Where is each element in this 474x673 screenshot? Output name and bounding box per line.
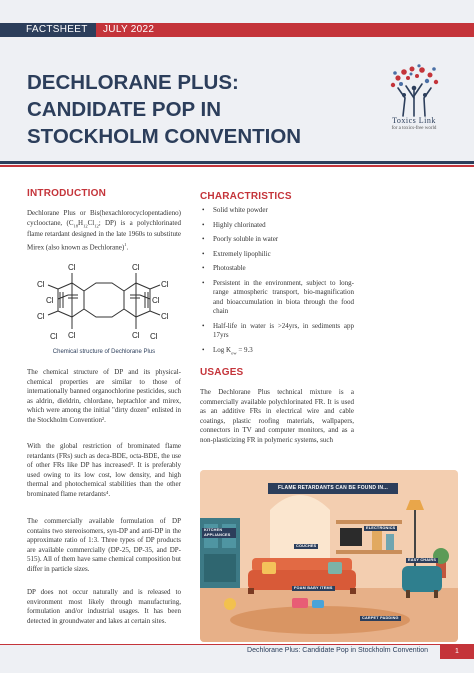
list-item: • Log $K_{ow} = 9.3$ xyxy=(200,346,354,358)
list-item: • Poorly soluble in water xyxy=(200,235,354,245)
cl-label: Cl xyxy=(37,280,45,289)
cl-label: Cl xyxy=(68,263,76,272)
chemical-structure-diagram xyxy=(28,259,180,349)
footer-title: Dechlorane Plus: Candidate Pop in Stockholm Convention xyxy=(247,647,428,654)
intro-paragraph-5: DP does not occur naturally and is released to environment most likely through manufacturing, formulation and/or industrial usages. It has been detected in groundwater and lakes at certain sites. xyxy=(27,588,181,625)
header-rule-red xyxy=(0,165,474,167)
title-line-1: DECHLORANE PLUS: xyxy=(27,71,239,94)
tag-bar xyxy=(0,23,474,37)
room-scene-icon xyxy=(200,470,458,642)
page-number: 1 xyxy=(440,644,474,659)
factsheet-tag: FACTSHEET xyxy=(0,23,96,37)
title-line-3: STOCKHOLM CONVENTION xyxy=(27,125,302,148)
illustration-banner: FLAME RETARDANTS CAN BE FOUND IN... xyxy=(268,483,398,494)
cl-label: Cl xyxy=(161,312,169,321)
cl-label: Cl xyxy=(37,312,45,321)
cl-label: Cl xyxy=(46,296,54,305)
logo-tagline: for a toxics-free world xyxy=(391,126,437,131)
list-item: • Half-life in water is >24yrs, in sediments app 17yrs xyxy=(200,322,354,341)
list-item: • Persistent in the environment, subject to long-range atmospheric transport, bio-magnification and bioaccumulation in biota through the food chain xyxy=(200,279,354,317)
footer-rule xyxy=(0,644,474,645)
title-line-2: CANDIDATE POP IN xyxy=(27,98,222,121)
intro-paragraph-2: The chemical structure of DP and its physical-chemical properties are similar to those of internationally banned organochlorine pesticides, such as aldrin, dieldrin, chlordane, heptachlor and mirex, which were among the initial "dirty dozen" enlisted in the Stockholm Convention². xyxy=(27,368,181,424)
label-electronics: ELECTRONICS xyxy=(366,526,396,530)
living-room-illustration xyxy=(200,470,458,642)
header-rule-navy xyxy=(0,161,474,164)
usages-paragraph: The Dechlorane Plus technical mixture is a commercially available polychlorinated FR. It is used as an additive FRs in electrical wire and cable coatings, plastic roofing materials, wallpapers, connectors in TV and computer monitors, and as a non-plasticizing FR in polymeric systems, such xyxy=(200,388,354,444)
issue-date: JULY 2022 xyxy=(103,24,155,35)
usages-heading: USAGES xyxy=(200,367,244,378)
characteristics-list xyxy=(200,206,354,362)
intro-paragraph-3: With the global restriction of brominated flame retardants (FRs) such as deca-BDE, octa-BDE, the use of other FRs like DP has increased³. It is preferably used owing to its low cost, low density, and high thermal and photochemical stabilities than the other brominated flame retardants⁴. xyxy=(27,442,181,498)
characteristics-heading: CHARACTRISTICS xyxy=(200,191,292,202)
list-item: • Extremely lipophilic xyxy=(200,250,354,260)
structure-caption: Chemical structure of Dechlorane Plus xyxy=(52,349,156,355)
label-foam-toys: FOAM BABY ITEMS xyxy=(294,586,333,590)
list-item: • Highly chlorinated xyxy=(200,221,354,231)
cl-label: Cl xyxy=(152,296,160,305)
cl-label: Cl xyxy=(161,280,169,289)
label-kitchen: KITCHEN APPLIANCES xyxy=(202,528,236,538)
label-easy-chairs: EASY CHAIRS xyxy=(408,558,437,562)
intro-paragraph-1: Dechlorane Plus or Bis(hexachlorocyclopentadieno) cyclooctane, ($C_{18}H_{12}Cl_{12}$; DP) is a polychlorinated flame retardant designed in the late 1960s to substitute Mirex (also known as Dechlorane)$^1$. xyxy=(27,209,181,252)
label-couches: COUCHES xyxy=(296,544,317,548)
logo-name: Toxics Link xyxy=(392,116,436,125)
label-carpet: CARPET PADDING xyxy=(362,616,399,620)
toxics-link-logo-icon xyxy=(384,64,444,118)
cl-label: Cl xyxy=(132,331,140,340)
page-footer xyxy=(0,644,474,673)
page-title xyxy=(27,69,327,150)
intro-paragraph-4: The commercially available formulation of DP contains two stereoisomers, syn-DP and anti-DP in the approximate ratio of 1:3. Three types of DP products are available commercially (DP-25, DP-35, and DP-515). All of them have same chemical composition but differ in particle sizes. xyxy=(27,517,181,573)
cl-label: Cl xyxy=(68,331,76,340)
cl-label: Cl xyxy=(50,332,58,341)
header xyxy=(0,0,474,165)
cl-label: Cl xyxy=(150,332,158,341)
introduction-heading: INTRODUCTION xyxy=(27,188,107,199)
list-item: • Solid white powder xyxy=(200,206,354,216)
list-item: • Photostable xyxy=(200,264,354,274)
cl-label: Cl xyxy=(132,263,140,272)
